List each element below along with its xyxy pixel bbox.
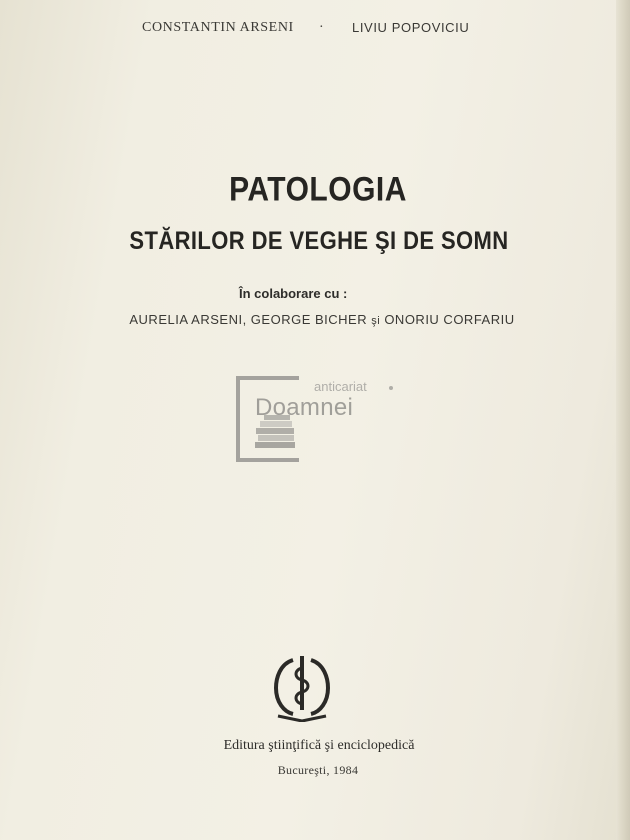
collaborators-line — [7, 312, 630, 327]
author-constantin-arseni: CONSTANTIN ARSENI — [142, 20, 294, 35]
authors-separator: · — [319, 20, 325, 35]
book-subtitle: STĂRILOR DE VEGHE ŞI DE SOMN — [129, 226, 509, 255]
publisher-place-year: Bucureşti, 1984 — [277, 763, 359, 777]
collaborators-conjunction: şi — [371, 315, 381, 327]
page-edge-shadow — [616, 0, 630, 840]
publisher-emblem-icon — [274, 652, 330, 722]
watermark-brand: Doamnei — [255, 394, 354, 421]
collaborators-first: AURELIA ARSENI, GEORGE BICHER — [129, 312, 368, 327]
book-title: PATOLOGIA — [229, 170, 407, 209]
publisher-name: Editura ştiinţifică şi enciclopedică — [223, 738, 415, 753]
watermark-dot — [389, 386, 393, 390]
authors-line — [0, 20, 630, 42]
collaboration-intro: În colaborare cu : — [239, 286, 348, 301]
collaborators-last: ONORIU CORFARIU — [384, 312, 515, 327]
author-liviu-popoviciu: LIVIU POPOVICIU — [352, 20, 470, 35]
watermark-prefix: anticariat — [314, 379, 367, 394]
anticariat-doamnei-watermark — [236, 374, 398, 464]
